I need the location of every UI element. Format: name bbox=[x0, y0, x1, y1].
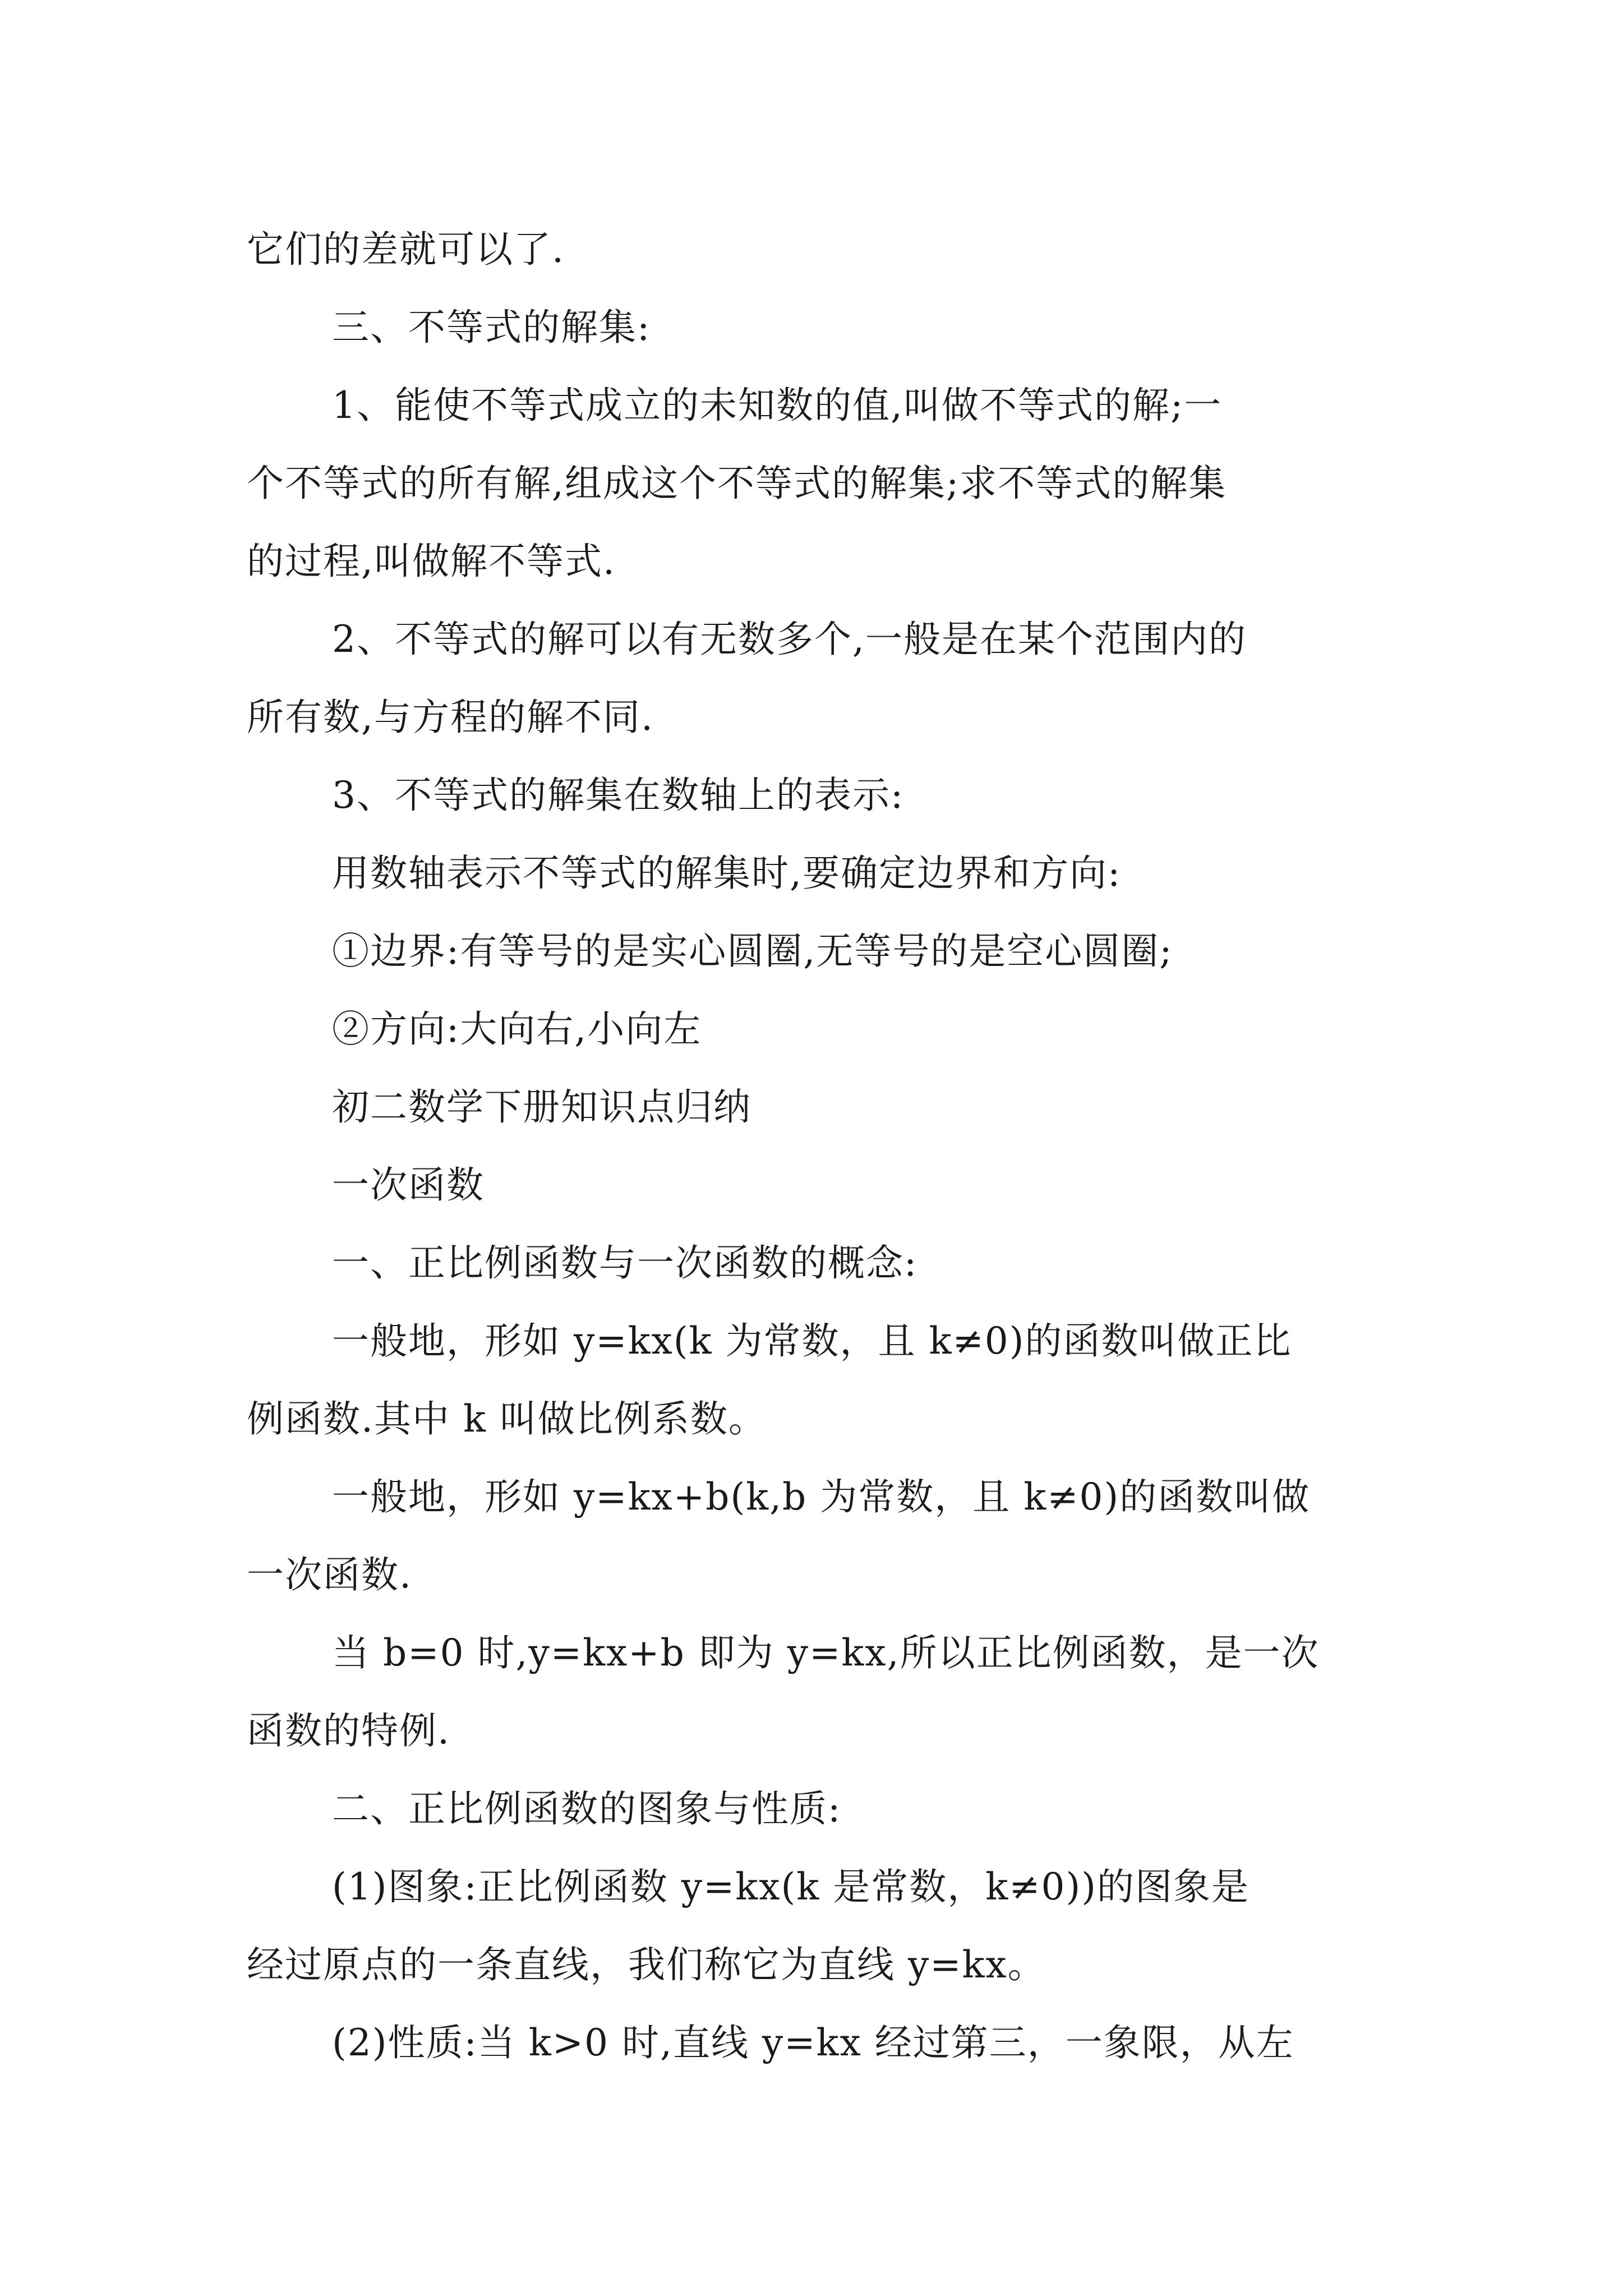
section-heading: 三、不等式的解集: bbox=[332, 306, 651, 349]
section-heading: 初二数学下册知识点归纳 bbox=[332, 1085, 751, 1129]
document-body bbox=[247, 210, 1394, 2082]
text-line: 1、能使不等式成立的未知数的值,叫做不等式的解;一 bbox=[332, 384, 1223, 427]
text-line: 用数轴表示不等式的解集时,要确定边界和方向: bbox=[332, 852, 1122, 895]
text-line: 的过程,叫做解不等式. bbox=[247, 540, 616, 583]
text-line: ②方向:大向右,小向左 bbox=[332, 1007, 702, 1051]
text-line: (2)性质:当 k>0 时,直线 y=kx 经过第三，一象限，从左 bbox=[332, 2021, 1294, 2064]
text-line: ①边界:有等号的是实心圆圈,无等号的是空心圆圈; bbox=[332, 930, 1173, 973]
text-line: 一般地，形如 y=kx(k 为常数，且 k≠0)的函数叫做正比 bbox=[332, 1319, 1292, 1363]
text-line: (1)图象:正比例函数 y=kx(k 是常数，k≠0))的图象是 bbox=[332, 1865, 1250, 1908]
text-line: 所有数,与方程的解不同. bbox=[247, 696, 654, 739]
text-line: 一次函数. bbox=[247, 1553, 412, 1596]
text-line: 它们的差就可以了. bbox=[247, 228, 565, 271]
text-line: 3、不等式的解集在数轴上的表示: bbox=[332, 774, 905, 817]
text-line: 例函数.其中 k 叫做比例系数。 bbox=[247, 1397, 767, 1441]
text-line: 2、不等式的解可以有无数多个,一般是在某个范围内的 bbox=[332, 618, 1247, 661]
section-heading: 一次函数 bbox=[332, 1163, 485, 1207]
text-line: 经过原点的一条直线，我们称它为直线 y=kx。 bbox=[247, 1943, 1046, 1986]
section-heading: 二、正比例函数的图象与性质: bbox=[332, 1787, 842, 1830]
text-line: 一般地，形如 y=kx+b(k,b 为常数，且 k≠0)的函数叫做 bbox=[332, 1475, 1311, 1519]
text-line: 函数的特例. bbox=[247, 1709, 450, 1752]
text-line: 当 b=0 时,y=kx+b 即为 y=kx,所以正比例函数，是一次 bbox=[332, 1631, 1320, 1674]
section-heading: 一、正比例函数与一次函数的概念: bbox=[332, 1241, 918, 1285]
text-line: 个不等式的所有解,组成这个不等式的解集;求不等式的解集 bbox=[247, 462, 1227, 505]
